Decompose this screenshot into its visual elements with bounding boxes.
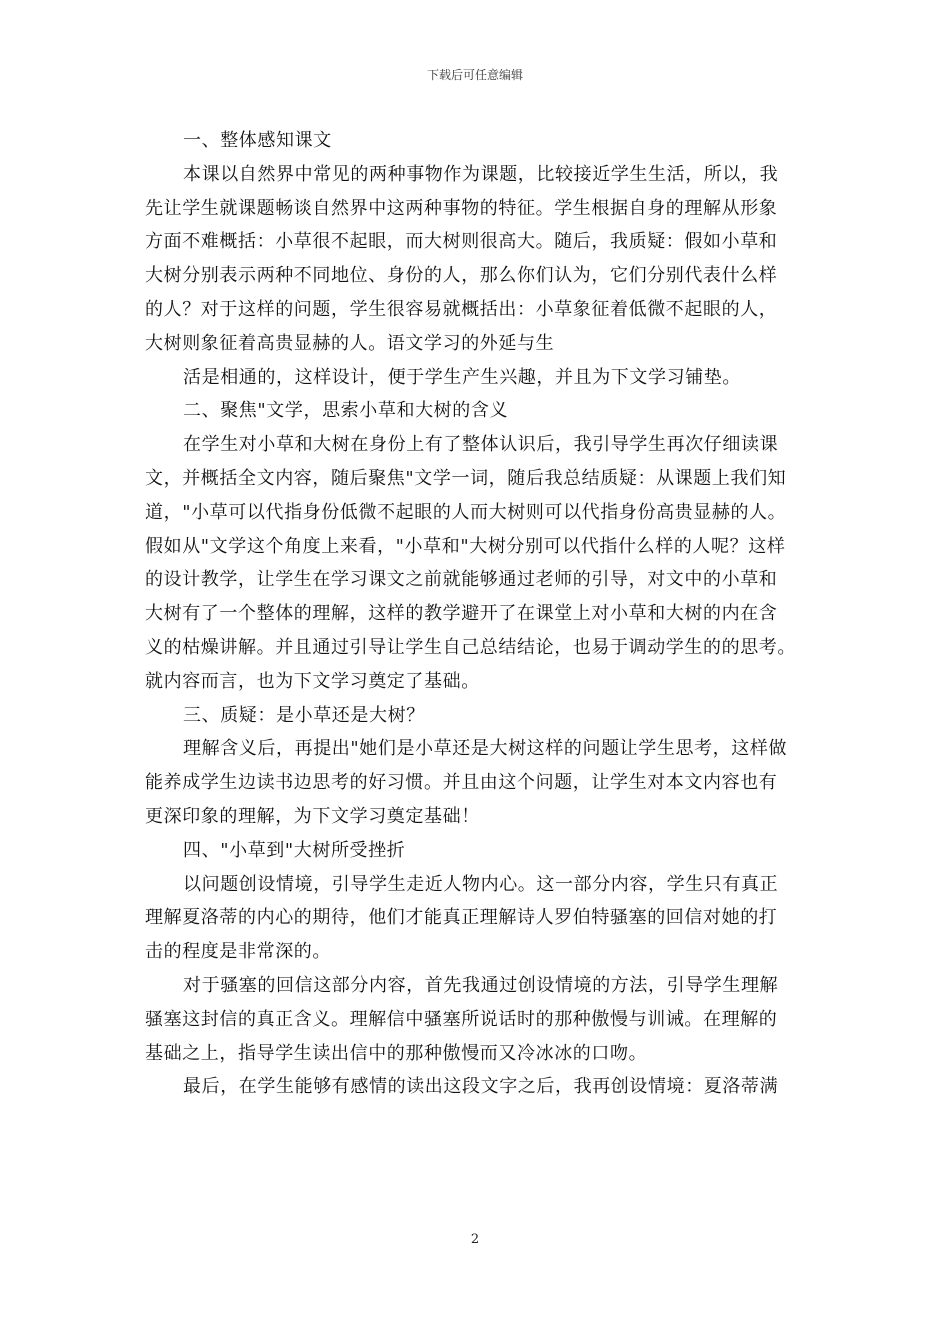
text-line: 三、质疑：是小草还是大树？: [183, 704, 425, 726]
text-line: 大树有了一个整体的理解，这样的教学避开了在课堂上对小草和大树的内在含: [145, 603, 778, 625]
text-line: 本课以自然界中常见的两种事物作为课题，比较接近学生生活，所以，我: [183, 163, 779, 185]
text-line: 文，并概括全文内容，随后聚焦"文学一词，随后我总结质疑：从课题上我们知: [145, 467, 787, 489]
text-line: 以问题创设情境，引导学生走近人物内心。这一部分内容，学生只有真正: [183, 873, 779, 895]
text-line: 能养成学生边读书边思考的好习惯。并且由这个问题，让学生对本文内容也有: [145, 772, 778, 794]
text-line: 道，"小草可以代指身份低微不起眼的人而大树则可以代指身份高贵显赫的人。: [145, 501, 787, 523]
text-line: 在学生对小草和大树在身份上有了整体认识后，我引导学生再次仔细读课: [183, 434, 779, 456]
text-line: 方面不难概括：小草很不起眼，而大树则很高大。随后，我质疑：假如小草和: [145, 231, 778, 253]
text-line: 基础之上，指导学生读出信中的那种傲慢而又冷冰冰的口吻。: [145, 1042, 648, 1064]
text-line: 大树分别表示两种不同地位、身份的人，那么你们认为，它们分别代表什么样: [145, 265, 778, 287]
page-header: 下载后可任意编辑: [426, 68, 523, 82]
text-line: 骚塞这封信的真正含义。理解信中骚塞所说话时的那种傲慢与训诫。在理解的: [145, 1008, 778, 1030]
text-line: 义的枯燥讲解。并且通过引导让学生自己总结结论，也易于调动学生的的思考。: [145, 636, 796, 658]
document-body: [145, 124, 821, 1104]
text-line: 四、"小草到"大树所受挫折: [183, 839, 406, 861]
text-line: 的设计教学，让学生在学习课文之前就能够通过老师的引导，对文中的小草和: [145, 569, 778, 591]
text-line: 就内容而言，也为下文学习奠定了基础。: [145, 670, 480, 692]
text-line: 理解夏洛蒂的内心的期待，他们才能真正理解诗人罗伯特骚塞的回信对她的打: [145, 907, 778, 929]
text-line: 对于骚塞的回信这部分内容，首先我通过创设情境的方法，引导学生理解: [183, 974, 779, 996]
text-line: 活是相通的，这样设计，便于学生产生兴趣，并且为下文学习铺垫。: [183, 366, 741, 388]
text-line: 的人？对于这样的问题，学生很容易就概括出：小草象征着低微不起眼的人，: [145, 298, 778, 320]
text-line: 大树则象征着高贵显赫的人。语文学习的外延与生: [145, 332, 555, 354]
text-line: 一、整体感知课文: [183, 130, 332, 151]
text-line: 更深印象的理解，为下文学习奠定基础！: [145, 805, 480, 827]
text-line: 假如从"文学这个角度上来看，"小草和"大树分别可以代指什么样的人呢？这样: [145, 535, 786, 557]
text-line: 理解含义后，再提出"她们是小草还是大树这样的问题让学生思考，这样做: [183, 738, 788, 760]
text-line: 最后，在学生能够有感情的读出这段文字之后，我再创设情境：夏洛蒂满: [183, 1076, 779, 1098]
text-line: 先让学生就课题畅谈自然界中这两种事物的特征。学生根据自身的理解从形象: [145, 197, 778, 219]
page-number: 2: [470, 1232, 480, 1247]
text-line: 击的程度是非常深的。: [145, 941, 331, 963]
text-line: 二、聚焦"文学，思索小草和大树的含义: [183, 400, 509, 422]
